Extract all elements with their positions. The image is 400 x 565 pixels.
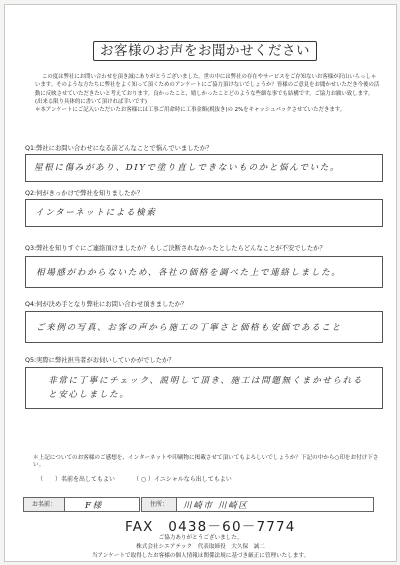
question-2-label: Q2:何がきっかけで弊社を知りましたか？ [25,190,144,197]
address-value-box [176,497,374,512]
name-value: F様 [85,501,103,511]
answer-5-line-1: 非常に丁寧にチェック、説明して頂き、施工は問題無くまかせられる [48,376,364,386]
name-label: お名前： [23,497,65,512]
answer-1-text: 屋根に傷みがあり、DIYで塗り直しできないものかと悩んでいた。 [34,163,341,173]
answer-box-5 [25,367,383,409]
company-text: 株式会社シエアテック 代表取締役 大久保 誠二 [136,544,265,550]
fax-number: FAX 0438－60－7774 [125,519,296,535]
option-name-ok[interactable]: （ ）名前を出してもよい [37,476,116,483]
answer-3-text: 相場感がわからないため、各社の価格を調べた上で連絡しました。 [36,268,342,278]
answer-5-line-2: と安心しました。 [48,390,130,400]
question-1-label: Q1:弊社にお問い合わせになる前どんなことで悩んでいましたか？ [25,145,213,152]
name-value-box [64,497,140,512]
question-5-label: Q5:実際に弊社担当者がお伺いしていかがでしたか？ [25,357,175,364]
cashback-note: ＊本アンケートにご記入いただいたお客様には工事ご用命時に工事金額(税抜き)の 2%をキャッシュバックさせていただきます。 [35,107,346,114]
consent-text: ＊上記についてのお客様のご感想を、インターネットや印刷物に掲載させて頂いてもよろしいでしょうか？下記の中から○印をお付け下さい。 [33,455,379,468]
page-title: お客様のお声をお聞かせください [93,41,317,61]
thanks-text: ご協力ありがとうございました。 [158,535,243,541]
answer-2-text: インターネットによる検索 [35,208,157,218]
question-3-label: Q3:弊社を知りすぐにご連絡頂けましたか？もしご決断されなかったとしたらどんなことが不安でしたか？ [25,245,326,252]
intro-paragraph: この度は弊社にお問い合わせを頂き誠にありがとうございました。世の中には弊社の存在やサービスをご存知ないお客様が沢山いらっしゃいます。そのような方たちに弊社をよく知って頂くためのアンケートにご協力頂けないでしょうか？皆様のご意見をお聞かせいただき今後の活動に反映させていただきたいと考えております。良かったこと、嬉しかったことどのような些細な事でも結構です。ご協力お願い致します。(出来る限り具体的に書いて頂ければ幸いです) [35,74,380,105]
question-4-label: Q4:何が決め手となり弊社にお問い合わせ頂きましたか？ [25,301,188,308]
answer-box-4 [25,311,383,343]
answer-box-1 [25,154,383,182]
option-initial-ok[interactable]: （ ○ ）イニシャルなら出してもよい [133,476,232,483]
address-value: 川崎市 川崎区 [183,501,249,511]
answer-box-3 [25,256,383,288]
answer-4-text: ご来例の写真、お客の声から施工の丁寧さと価格も安価であること [36,323,342,333]
address-label: 住所： [141,497,177,512]
privacy-text: 当アンケートで取得したお客様の個人情報は関係法規に基づき厳正に管理いたします。 [91,553,310,559]
intro-text [35,73,380,114]
answer-box-2 [25,199,383,227]
survey-sheet [4,4,397,562]
